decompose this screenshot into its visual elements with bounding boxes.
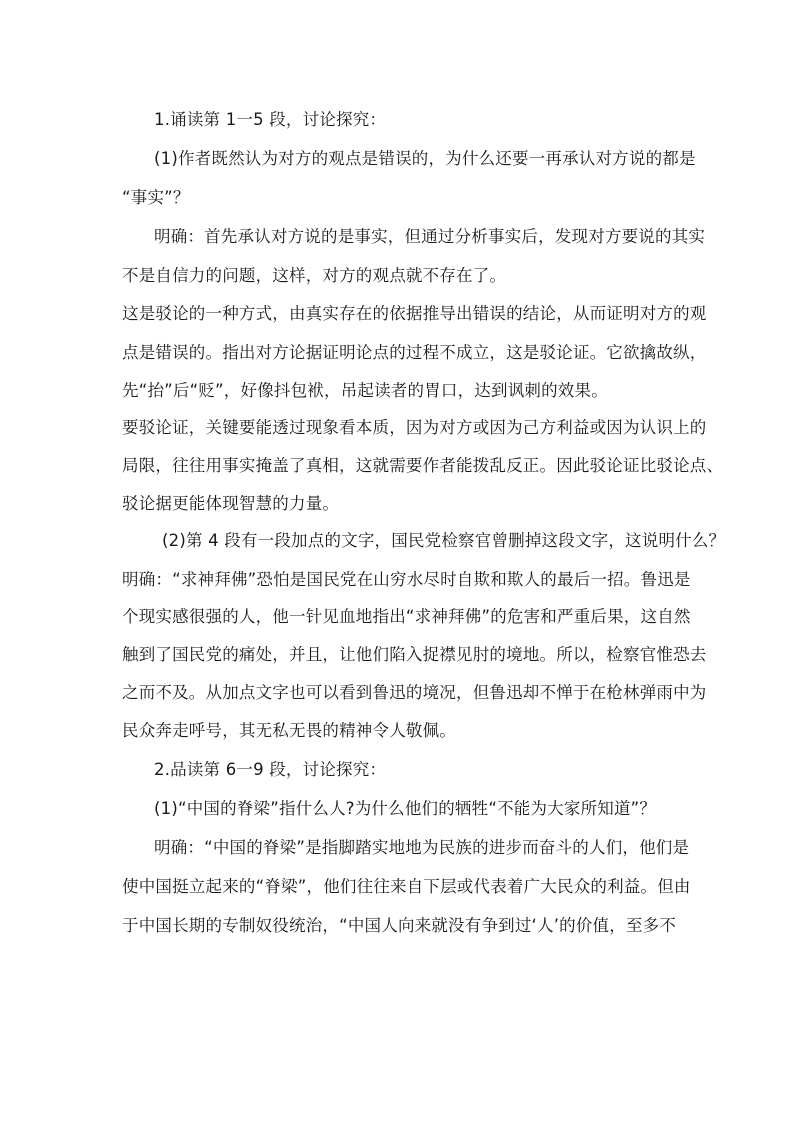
paragraph-line: 这是驳论的一种方式，由真实存在的依据推导出错误的结论，从而证明对方的观 <box>122 304 707 323</box>
paragraph-line: 点是错误的。指出对方论据证明论点的过程不成立，这是驳论证。它欲擒故纵， <box>122 343 707 362</box>
question-3-line: (1)“中国的脊梁”指什么人?为什么他们的牺牲“不能为大家所知道”？ <box>154 799 657 818</box>
answer-2-line-5: 民众奔走呼号，其无私无畏的精神令人敬佩。 <box>122 721 456 740</box>
answer-3-line-3: 于中国长期的专制奴役统治，“中国人向来就没有争到过‘人’的价值，至多不 <box>122 916 677 935</box>
answer-1-line-1: 明确：首先承认对方说的是事实，但通过分析事实后，发现对方要说的其实 <box>154 227 706 246</box>
answer-2-line-4: 之而不及。从加点文字也可以看到鲁迅的境况，但鲁迅却不惮于在枪林弹雨中为 <box>122 683 707 702</box>
answer-3-line-1: 明确：“中国的脊梁”是指脚踏实地地为民族的进步而奋斗的人们，他们是 <box>154 838 690 857</box>
question-2-line: (2)第 4 段有一段加点的文字，国民党检察官曾删掉这段文字，这说明什么？ <box>162 531 726 550</box>
answer-3-line-2: 使中国挺立起来的“脊梁”，他们往往来自下层或代表着广大民众的利益。但由 <box>122 877 691 896</box>
answer-2-line-1: 明确：“求神拜佛”恐怕是国民党在山穷水尽时自欺和欺人的最后一招。鲁迅是 <box>122 570 691 589</box>
question-1-line-1: (1)作者既然认为对方的观点是错误的，为什么还要一再承认对方说的都是 <box>154 149 696 168</box>
paragraph-line: 先“抬”后“贬”，好像抖包袱，吊起读者的胃口，达到讽刺的效果。 <box>122 381 608 400</box>
answer-1-line-2: 不是自信力的问题，这样，对方的观点就不存在了。 <box>122 266 507 285</box>
paragraph-line: 局限，往往用事实掩盖了真相，这就需要作者能拨乱反正。因此驳论证比驳论点、 <box>122 456 724 475</box>
section-heading-2: 2.品读第 6一9 段，讨论探究： <box>154 760 387 779</box>
answer-2-line-2: 个现实感很强的人，他一针见血地指出“求神拜佛”的危害和严重后果，这自然 <box>122 607 691 626</box>
paragraph-line: 要驳论证，关键要能透过现象看本质，因为对方或因为己方利益或因为认识上的 <box>122 418 707 437</box>
question-1-line-2: “事实”？ <box>122 188 190 207</box>
paragraph-line: 驳论据更能体现智慧的力量。 <box>122 494 340 513</box>
section-heading-1: 1.诵读第 1一5 段，讨论探究： <box>154 110 387 129</box>
answer-2-line-3: 触到了国民党的痛处，并且，让他们陷入捉襟见肘的境地。所以，检察官惟恐去 <box>122 645 707 664</box>
